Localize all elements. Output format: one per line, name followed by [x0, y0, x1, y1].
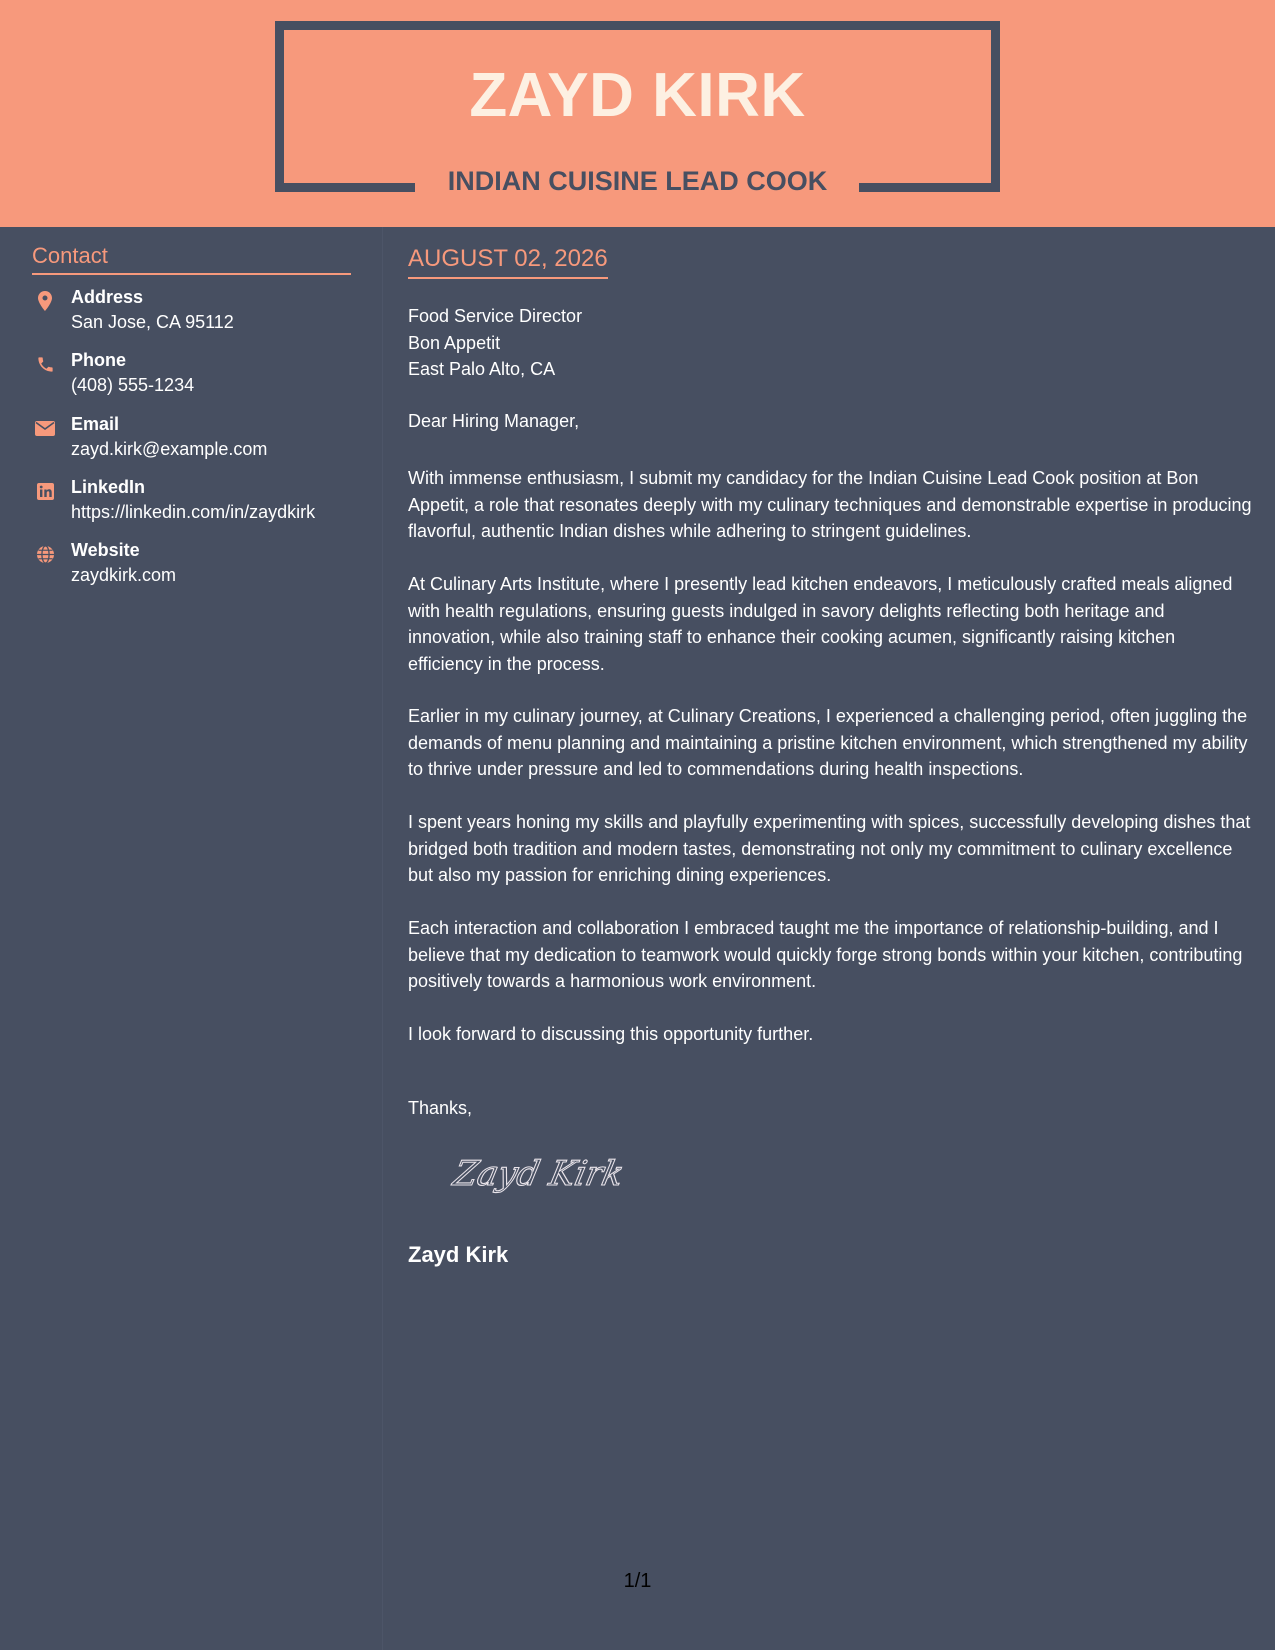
contact-heading: Contact [32, 243, 351, 275]
map-pin-icon [32, 290, 58, 312]
handwritten-signature [448, 1147, 638, 1197]
letter-date: AUGUST 02, 2026 [408, 245, 608, 279]
body-paragraph: Earlier in my culinary journey, at Culinary Creations, I experienced a challenging period, often juggling the demands of menu planning and maintaining a pristine kitchen environment, which strengthened my ability to thrive under pressure and led to commendations during health inspections. [408, 706, 1248, 779]
body-paragraph: I spent years honing my skills and playfully experimenting with spices, successfully developing dishes that bridged both tradition and modern tastes, demonstrating not only my commitment to culinary excellence but also my passion for enriching dining experiences. [408, 812, 1251, 885]
page-number: 1/1 [623, 1570, 652, 1592]
body-paragraph: With immense enthusiasm, I submit my candidacy for the Indian Cuisine Lead Cook position at Bon Appetit, a role that resonates deeply with my culinary techniques and demonstrable expertise in producing flavorful, authentic Indian dishes while adhering to stringent guidelines. [408, 468, 1252, 541]
recipient-company: Bon Appetit [408, 332, 501, 353]
linkedin-value[interactable]: https://linkedin.com/in/zaydkirk [71, 502, 316, 522]
recipient-location: East Palo Alto, CA [408, 359, 556, 379]
globe-icon [32, 543, 58, 565]
closing: Thanks, [408, 1098, 473, 1118]
contact-label: Address [71, 287, 144, 307]
recipient-title: Food Service Director [408, 306, 583, 326]
contact-label: Website [71, 540, 140, 560]
signer-name: Zayd Kirk [408, 1242, 509, 1267]
contact-item-linkedin [32, 477, 362, 533]
email-value[interactable]: zayd.kirk@example.com [71, 439, 268, 459]
sidebar [0, 227, 383, 1650]
contact-label: Email [71, 414, 120, 434]
contact-item-address [32, 287, 362, 343]
body-paragraph: Each interaction and collaboration I embraced taught me the importance of relationship-building, and I believe that my dedication to teamwork would quickly forge strong bonds within your kitchen, contributing positively towards a harmonious work environment. [408, 918, 1243, 991]
header-banner [0, 0, 1275, 227]
body-paragraph: At Culinary Arts Institute, where I presently lead kitchen endeavors, I meticulously crafted meals aligned with health regulations, ensuring guests indulged in savory delights reflecting both heritage and innovation, while also training staff to enhance their cooking acumen, significantly raising kitchen efficiency in the process. [408, 574, 1233, 674]
contact-label: LinkedIn [71, 477, 146, 497]
address-value: San Jose, CA 95112 [71, 312, 234, 332]
contact-item-phone [32, 350, 362, 406]
contact-item-website [32, 540, 362, 596]
phone-value: (408) 555-1234 [71, 375, 195, 395]
job-title: INDIAN CUISINE LEAD COOK [447, 166, 828, 196]
linkedin-icon [32, 480, 58, 502]
body-paragraph: I look forward to discussing this opportunity further. [408, 1024, 814, 1044]
recipient-block [408, 303, 582, 383]
salutation: Dear Hiring Manager, [408, 411, 580, 431]
contact-item-email [32, 414, 362, 470]
svg-text:Zayd Kirk: Zayd Kirk [450, 1154, 628, 1194]
phone-icon [32, 353, 58, 375]
envelope-icon [32, 417, 58, 439]
applicant-name: ZAYD KIRK [469, 61, 806, 130]
contact-label: Phone [71, 350, 127, 370]
website-value[interactable]: zaydkirk.com [71, 565, 177, 585]
